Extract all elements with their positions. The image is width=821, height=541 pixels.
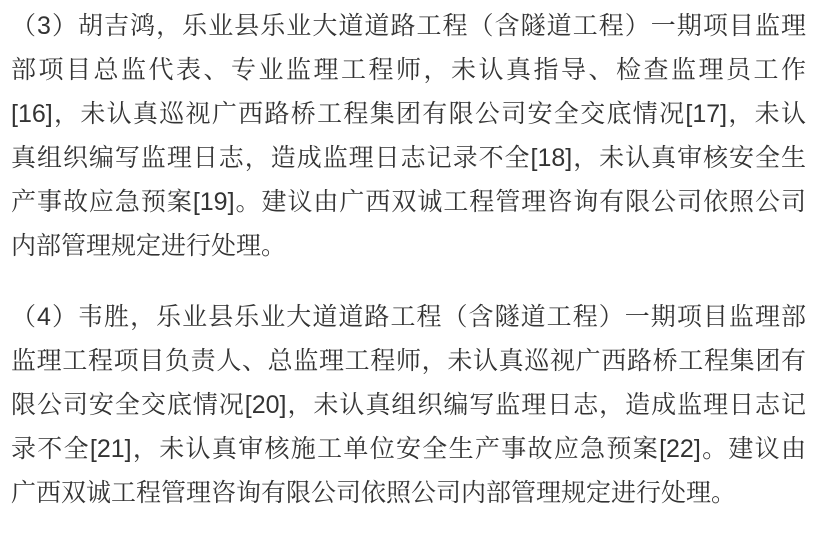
- text-line: 监理工程项目负责人、总监理工程师，未认真巡视广西路桥工程集团有: [11, 347, 806, 375]
- text-line: 产事故应急预案[19]。建议由广西双诚工程管理咨询有限公司依照公司: [11, 188, 806, 216]
- text-line: （4）韦胜，乐业县乐业大道道路工程（含隧道工程）一期项目监理部: [11, 303, 806, 331]
- paragraph-item-4: [11, 295, 806, 515]
- text-line: 广西双诚工程管理咨询有限公司依照公司内部管理规定进行处理。: [11, 479, 737, 507]
- text-line: 限公司安全交底情况[20]，未认真组织编写监理日志，造成监理日志记: [11, 391, 806, 419]
- text-line: 录不全[21]，未认真审核施工单位安全生产事故应急预案[22]。建议由: [11, 435, 806, 463]
- text-line: 真组织编写监理日志，造成监理日志记录不全[18]，未认真审核安全生: [11, 144, 806, 172]
- text-line: [16]，未认真巡视广西路桥工程集团有限公司安全交底情况[17]，未认: [11, 100, 806, 128]
- paragraph-item-3: [11, 4, 806, 268]
- text-line: 部项目总监代表、专业监理工程师，未认真指导、检查监理员工作: [11, 56, 806, 84]
- text-line: （3）胡吉鸿，乐业县乐业大道道路工程（含隧道工程）一期项目监理: [11, 12, 806, 40]
- text-line: 内部管理规定进行处理。: [11, 232, 287, 260]
